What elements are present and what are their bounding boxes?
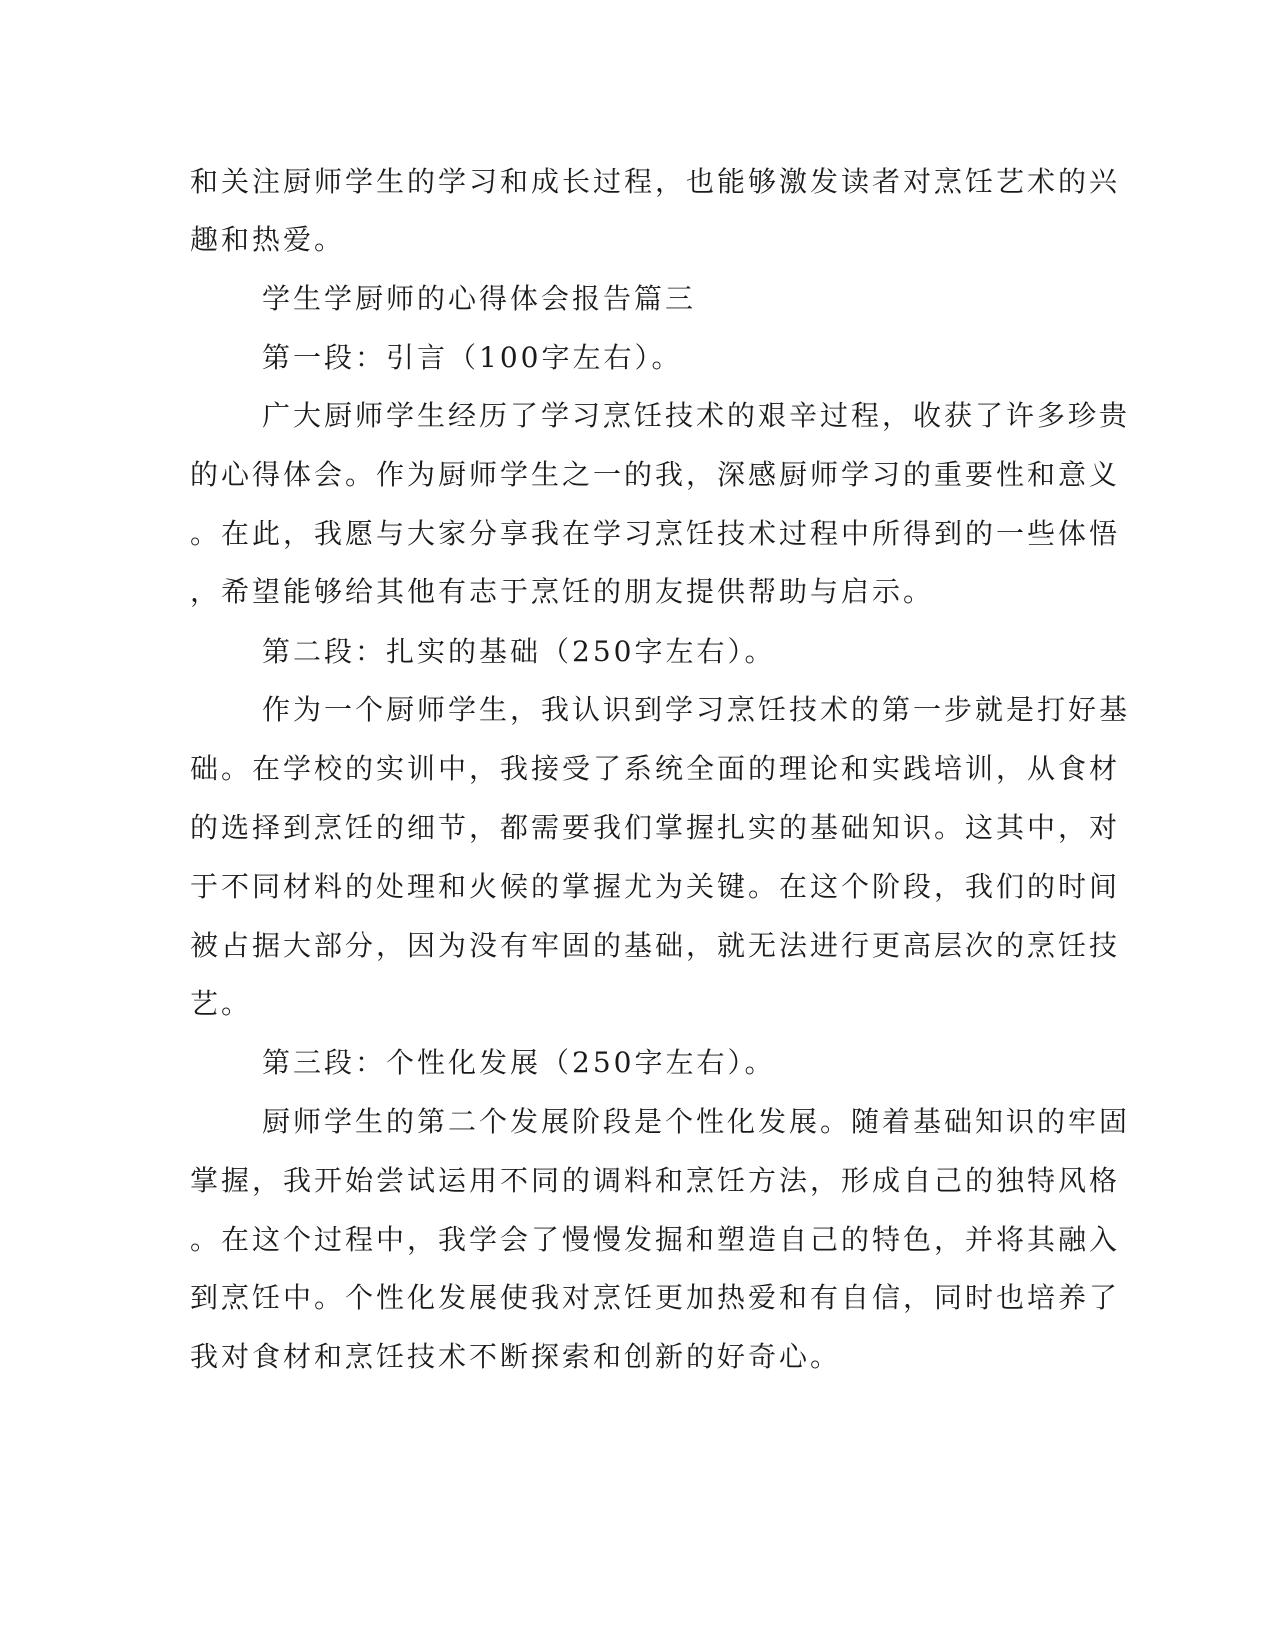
paragraph-heading: 第三段：个性化发展（250字左右）。: [262, 1046, 776, 1079]
text-line: 到烹饪中。个性化发展使我对烹饪更加热爱和有自信，同时也培养了: [190, 1281, 1121, 1314]
section-title: 学生学厨师的心得体会报告篇三: [262, 282, 697, 315]
text-line: ，希望能够给其他有志于烹饪的朋友提供帮助与启示。: [190, 575, 935, 608]
text-line: 掌握，我开始尝试运用不同的调料和烹饪方法，形成自己的独特风格: [190, 1164, 1121, 1197]
text-line: 和关注厨师学生的学习和成长过程，也能够激发读者对烹饪艺术的兴: [190, 165, 1121, 198]
paragraph-heading: 第二段：扎实的基础（250字左右）。: [262, 635, 776, 668]
text-line: 趣和热爱。: [190, 223, 346, 256]
text-line: 的心得体会。作为厨师学生之一的我，深感厨师学习的重要性和意义: [190, 458, 1121, 491]
text-line: 我对食材和烹饪技术不断探索和创新的好奇心。: [190, 1340, 842, 1373]
text-line: 厨师学生的第二个发展阶段是个性化发展。随着基础知识的牢固: [262, 1105, 1131, 1138]
text-line: 于不同材料的处理和火候的掌握尤为关键。在这个阶段，我们的时间: [190, 870, 1121, 903]
paragraph-heading: 第一段：引言（100字左右）。: [262, 341, 683, 374]
text-line: 艺。: [190, 987, 253, 1020]
text-line: 作为一个厨师学生，我认识到学习烹饪技术的第一步就是打好基: [262, 693, 1131, 726]
text-line: 。在此，我愿与大家分享我在学习烹饪技术过程中所得到的一些体悟: [190, 517, 1121, 550]
text-line: 广大厨师学生经历了学习烹饪技术的艰辛过程，收获了许多珍贵: [262, 399, 1131, 432]
text-line: 础。在学校的实训中，我接受了系统全面的理论和实践培训，从食材: [190, 752, 1121, 785]
text-line: 被占据大部分，因为没有牢固的基础，就无法进行更高层次的烹饪技: [190, 929, 1121, 962]
text-line: 的选择到烹饪的细节，都需要我们掌握扎实的基础知识。这其中，对: [190, 811, 1121, 844]
text-line: 。在这个过程中，我学会了慢慢发掘和塑造自己的特色，并将其融入: [190, 1223, 1121, 1256]
